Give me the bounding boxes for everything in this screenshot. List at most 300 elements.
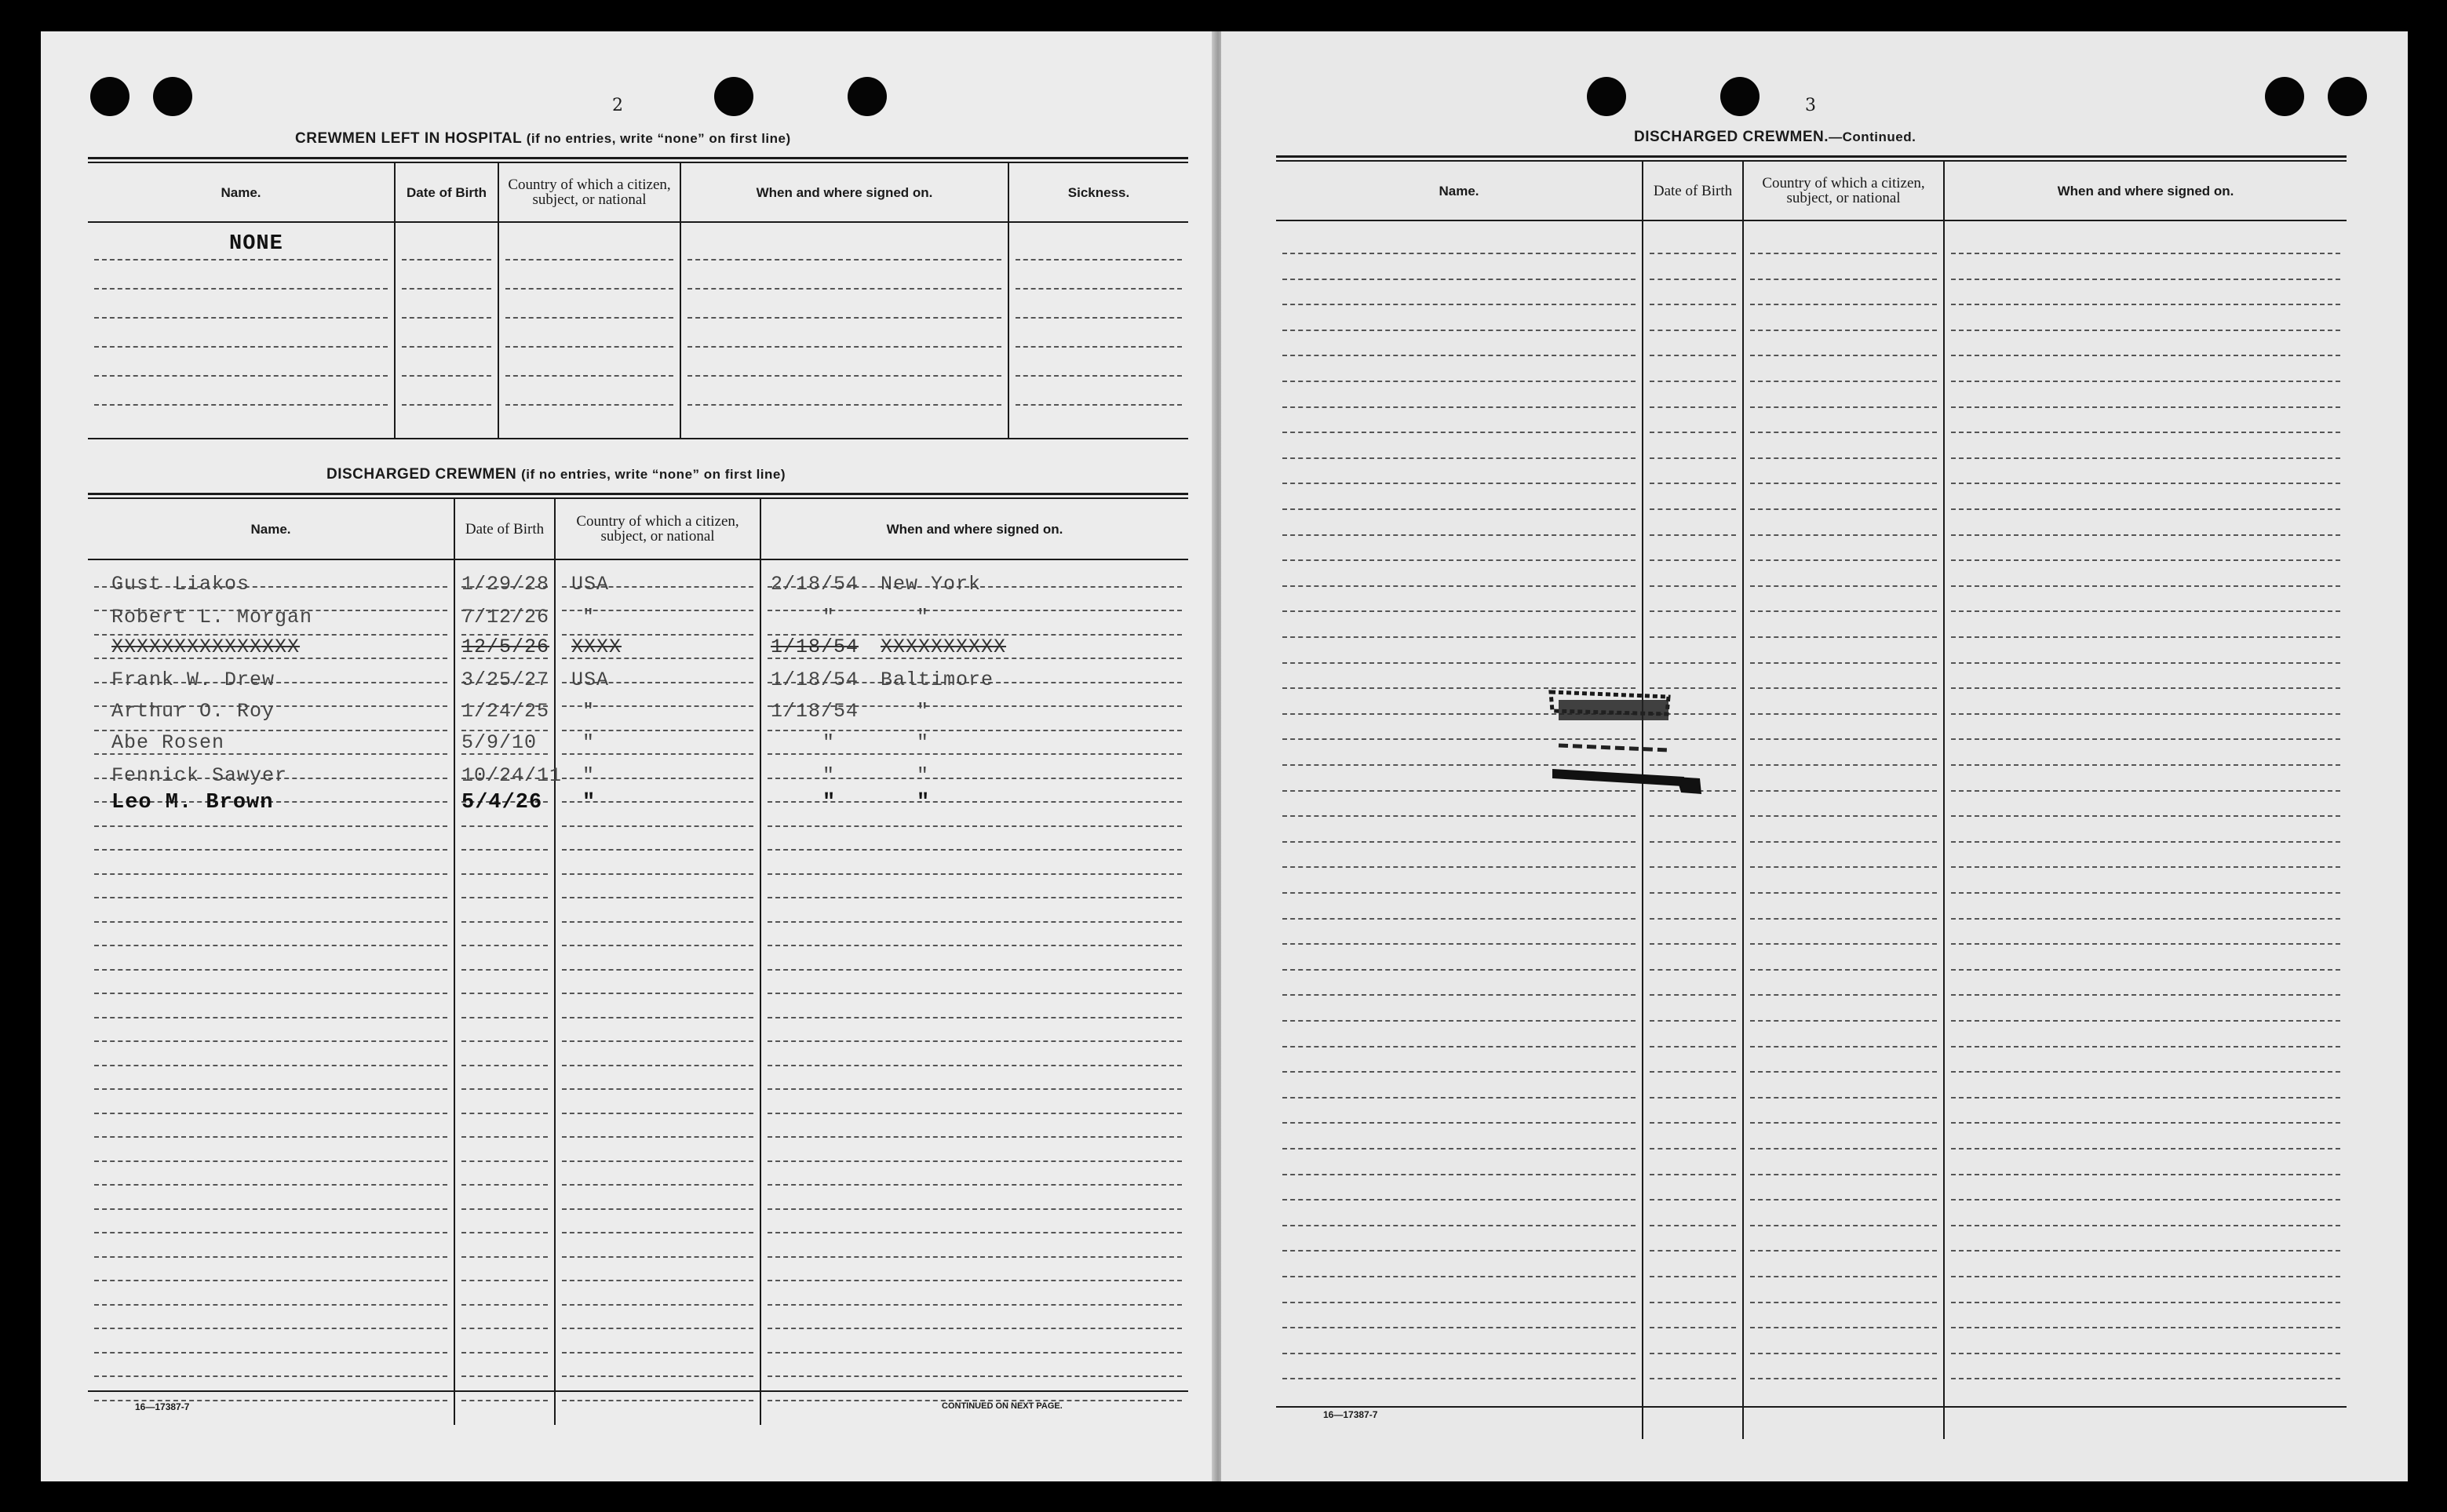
table-bottom-rule	[1276, 1406, 2347, 1408]
ruled-line	[1951, 1225, 2340, 1226]
ruled-line	[768, 1256, 1182, 1258]
column-header: Date of Birth	[407, 184, 487, 200]
ruled-line	[1650, 1302, 1736, 1303]
table-top-rule	[88, 493, 1188, 495]
ruled-line	[562, 1280, 753, 1281]
ruled-line	[1750, 713, 1937, 715]
ruled-line	[1650, 585, 1736, 587]
crewman-signed-place: XXXXXXXXXX	[881, 636, 1007, 658]
ruled-line	[1951, 1302, 2340, 1303]
ruled-line	[1282, 1122, 1636, 1124]
ruled-line	[1650, 994, 1736, 996]
ruled-line	[1650, 559, 1736, 561]
ruled-line	[1750, 764, 1937, 766]
ruled-line	[1650, 1148, 1736, 1149]
ruled-line	[1650, 304, 1736, 305]
crewman-country: XXXX	[571, 636, 622, 658]
ruled-line	[1750, 866, 1937, 868]
ruled-line	[1750, 918, 1937, 920]
ruled-line	[1951, 918, 2340, 920]
ruled-line	[1650, 406, 1736, 408]
crewman-signed-place: Baltimore	[881, 669, 994, 691]
ruled-line	[1951, 279, 2340, 280]
ruled-line	[1650, 279, 1736, 280]
table-top-rule	[88, 162, 1188, 163]
ruled-line	[768, 1017, 1182, 1018]
ruled-line	[1282, 1327, 1636, 1328]
ruled-line	[461, 969, 548, 971]
ruled-line	[94, 1280, 447, 1281]
ruled-line	[1951, 1250, 2340, 1251]
ruled-line	[1951, 1020, 2340, 1022]
crewman-dob: 3/25/27	[461, 669, 550, 691]
ruled-line	[562, 1160, 753, 1162]
ruled-line	[562, 1232, 753, 1233]
ruled-line	[1750, 1302, 1937, 1303]
table-top-rule	[1276, 155, 2347, 158]
ruled-line	[1282, 1378, 1636, 1379]
ruled-line	[1282, 330, 1636, 331]
crewman-name: Frank W. Drew	[111, 669, 275, 691]
ruled-line	[1282, 253, 1636, 254]
column-header: Sickness.	[1067, 184, 1130, 200]
ruled-line	[562, 1065, 753, 1066]
continued-note: CONTINUED ON NEXT PAGE.	[942, 1401, 1063, 1411]
ruled-line	[562, 1256, 753, 1258]
ruled-line	[461, 1184, 548, 1186]
punch-hole-icon	[2328, 77, 2367, 116]
crewman-signed-date: "	[822, 731, 836, 754]
hospital-section-title	[295, 130, 791, 148]
ruled-line	[1650, 483, 1736, 484]
ruled-line	[461, 1208, 548, 1210]
ruled-line	[687, 317, 1001, 319]
column-header: Name.	[221, 184, 261, 200]
ruled-line	[768, 1280, 1182, 1281]
ruled-line	[1750, 1276, 1937, 1277]
ruled-line	[562, 1352, 753, 1354]
ruled-line	[1282, 1071, 1636, 1073]
ruled-line	[505, 404, 673, 406]
hospital-first-entry: NONE	[229, 232, 283, 256]
ruled-line	[461, 993, 548, 994]
ruled-line	[461, 1400, 548, 1401]
header-rule	[88, 559, 1188, 560]
discharged-title-text: DISCHARGED CREWMEN	[326, 466, 517, 483]
ruled-line	[1282, 610, 1636, 612]
ruled-line	[768, 1088, 1182, 1090]
ruled-line	[562, 825, 753, 827]
header-rule	[88, 221, 1188, 223]
ruled-line	[461, 945, 548, 946]
ruled-line	[94, 1232, 447, 1233]
ruled-line	[1750, 304, 1937, 305]
ruled-line	[505, 346, 673, 348]
ruled-line	[94, 1113, 447, 1114]
punch-hole-icon	[714, 77, 753, 116]
ruled-line	[1951, 355, 2340, 356]
crewman-name: Gust Liakos	[111, 573, 250, 596]
column-divider	[760, 497, 761, 1425]
ruled-line	[1282, 866, 1636, 868]
ruled-line	[1750, 1148, 1937, 1149]
crewman-dob: 1/24/25	[461, 700, 550, 723]
ruled-line	[94, 1184, 447, 1186]
ruled-line	[1951, 457, 2340, 459]
crewman-name: Fennick Sawyer	[111, 764, 288, 787]
ruled-line	[461, 1375, 548, 1377]
ruled-line	[1750, 508, 1937, 510]
ruled-line	[94, 945, 447, 946]
ruled-line	[1016, 404, 1182, 406]
ruled-line	[505, 317, 673, 319]
ruled-line	[562, 1088, 753, 1090]
ruled-line	[94, 825, 447, 827]
ruled-line	[1282, 508, 1636, 510]
ruled-line	[768, 1065, 1182, 1066]
page-number: 3	[1805, 96, 1816, 115]
ruled-line	[1750, 432, 1937, 433]
ruled-line	[1282, 1097, 1636, 1098]
ruled-line	[1951, 1174, 2340, 1175]
ruled-line	[1282, 381, 1636, 382]
ruled-line	[562, 945, 753, 946]
ruled-line	[461, 1040, 548, 1042]
ruled-line	[1951, 943, 2340, 945]
ruled-line	[461, 921, 548, 923]
ruled-line	[1282, 1302, 1636, 1303]
ruled-line	[1951, 406, 2340, 408]
ruled-line	[1282, 559, 1636, 561]
ruled-line	[768, 897, 1182, 898]
ruled-line	[94, 1136, 447, 1138]
ruled-line	[94, 1352, 447, 1354]
ruled-line	[461, 1280, 548, 1281]
ruled-line	[1282, 1225, 1636, 1226]
punch-hole-icon	[2265, 77, 2304, 116]
crewman-country: USA	[571, 669, 610, 691]
crewman-country: "	[582, 700, 596, 723]
ruled-line	[94, 346, 388, 348]
crewman-dob: 7/12/26	[461, 606, 550, 628]
crewman-signed-date: "	[822, 764, 836, 787]
ruled-line	[1750, 1353, 1937, 1354]
ruled-line	[1951, 432, 2340, 433]
ruled-line	[562, 873, 753, 875]
ruled-line	[1951, 381, 2340, 382]
column-header: Date of Birth	[465, 520, 545, 537]
ruled-line	[1282, 1046, 1636, 1047]
ruled-line	[1282, 304, 1636, 305]
ruled-line	[1282, 1174, 1636, 1175]
ruled-line	[94, 993, 447, 994]
ruled-line	[1750, 1122, 1937, 1124]
crewman-dob: 10/24/11	[461, 764, 563, 787]
ruled-line	[1750, 815, 1937, 817]
crewman-signed-place: "	[917, 700, 930, 723]
table-top-rule	[88, 157, 1188, 159]
ruled-line	[1650, 1276, 1736, 1277]
crewman-country: USA	[571, 573, 610, 596]
page-number: 2	[612, 96, 623, 115]
ruled-line	[1750, 610, 1937, 612]
ruled-line	[1750, 534, 1937, 536]
ruled-line	[1650, 508, 1736, 510]
ruled-line	[402, 288, 491, 290]
ruled-line	[402, 375, 491, 377]
ruled-line	[1016, 259, 1182, 261]
crewman-name: Abe Rosen	[111, 731, 225, 754]
ruled-line	[1750, 1327, 1937, 1328]
column-header: When and where signed on.	[2057, 183, 2234, 199]
ruled-line	[1650, 1020, 1736, 1022]
ruled-line	[1750, 969, 1937, 971]
ruled-line	[461, 1352, 548, 1354]
ruled-line	[94, 1256, 447, 1258]
ruled-line	[562, 1400, 753, 1401]
ruled-line	[1016, 346, 1182, 348]
ruled-line	[1650, 1225, 1736, 1226]
ruled-line	[687, 375, 1001, 377]
ruled-line	[1650, 1250, 1736, 1251]
ruled-line	[1650, 636, 1736, 638]
ruled-line	[94, 404, 388, 406]
ruled-line	[687, 259, 1001, 261]
ruled-line	[768, 1040, 1182, 1042]
crewman-name: Robert L. Morgan	[111, 606, 313, 628]
ruled-line	[1750, 1225, 1937, 1226]
table-top-rule	[1276, 160, 2347, 162]
ruled-line	[1951, 764, 2340, 766]
ruled-line	[562, 1040, 753, 1042]
ruled-line	[1750, 994, 1937, 996]
ruled-line	[1650, 253, 1736, 254]
ruled-line	[1750, 330, 1937, 331]
discharged-instruction: (if no entries, write “none” on first line)	[521, 467, 786, 482]
ruled-line	[1282, 943, 1636, 945]
crewman-country: "	[582, 731, 596, 754]
crewman-name: XXXXXXXXXXXXXXX	[111, 636, 301, 658]
continued-suffix: —Continued.	[1829, 129, 1916, 144]
ruled-line	[94, 375, 388, 377]
ruled-line	[1282, 534, 1636, 536]
ruled-line	[562, 1017, 753, 1018]
ruled-line	[1282, 636, 1636, 638]
ruled-line	[1650, 534, 1736, 536]
ruled-line	[1750, 279, 1937, 280]
ruled-line	[1750, 1020, 1937, 1022]
ruled-line	[94, 317, 388, 319]
ruled-line	[1951, 610, 2340, 612]
ruled-line	[562, 849, 753, 851]
discharged-continued-title-text: DISCHARGED CREWMEN.	[1634, 129, 1829, 145]
ruled-line	[94, 873, 447, 875]
crewman-signed-date: 1/18/54	[771, 700, 859, 723]
ruled-line	[94, 1375, 447, 1377]
ruled-line	[1750, 1046, 1937, 1047]
ruled-line	[1282, 585, 1636, 587]
ruled-line	[1282, 483, 1636, 484]
ruled-line	[1951, 1353, 2340, 1354]
ruled-line	[768, 1375, 1182, 1377]
ruled-line	[402, 346, 491, 348]
ruled-line	[1951, 841, 2340, 843]
crewman-signed-place: "	[917, 791, 931, 814]
ruled-line	[1951, 253, 2340, 254]
crewman-country: "	[582, 791, 596, 814]
header-rule	[1276, 220, 2347, 221]
ruled-line	[1750, 406, 1937, 408]
ruled-line	[1750, 1174, 1937, 1175]
ruled-line	[461, 1065, 548, 1066]
ruled-line	[768, 825, 1182, 827]
ruled-line	[1282, 406, 1636, 408]
ruled-line	[1750, 1250, 1937, 1251]
ruled-line	[461, 849, 548, 851]
ruled-line	[1650, 841, 1736, 843]
ruled-line	[562, 1184, 753, 1186]
ruled-line	[1650, 457, 1736, 459]
ruled-line	[1650, 1174, 1736, 1175]
ruled-line	[1650, 1097, 1736, 1098]
table-bottom-rule	[88, 438, 1188, 439]
ruled-line	[461, 1017, 548, 1018]
ruled-line	[1282, 457, 1636, 459]
ruled-line	[1951, 508, 2340, 510]
ruled-line	[562, 921, 753, 923]
ruled-line	[94, 897, 447, 898]
ruled-line	[461, 1113, 548, 1114]
ruled-line	[1650, 918, 1736, 920]
ruled-line	[94, 1017, 447, 1018]
column-header: When and where signed on.	[886, 521, 1063, 537]
ruled-line	[687, 346, 1001, 348]
ruled-line	[1750, 457, 1937, 459]
ruled-line	[768, 1328, 1182, 1329]
column-divider	[554, 497, 556, 1425]
ruled-line	[1951, 1097, 2340, 1098]
crewman-signed-date: 1/18/54	[771, 669, 859, 691]
ruled-line	[768, 1136, 1182, 1138]
ruled-line	[687, 288, 1001, 290]
hospital-title-text: CREWMEN LEFT IN HOSPITAL	[295, 130, 522, 147]
ruled-line	[94, 1208, 447, 1210]
ruled-line	[94, 1065, 447, 1066]
ruled-line	[1650, 1046, 1736, 1047]
ruled-line	[1650, 892, 1736, 894]
ruled-line	[1650, 969, 1736, 971]
column-header: Date of Birth	[1653, 182, 1733, 199]
column-divider	[454, 497, 455, 1425]
ruled-line	[1951, 330, 2340, 331]
ruled-line	[1951, 662, 2340, 664]
ruled-line	[461, 1232, 548, 1233]
ruled-line	[461, 1328, 548, 1329]
crewman-signed-place: "	[917, 606, 930, 628]
crewman-signed-date: 1/18/54	[771, 636, 859, 658]
ruled-line	[1750, 1378, 1937, 1379]
ruled-line	[1951, 559, 2340, 561]
ruled-line	[1951, 738, 2340, 740]
ruled-line	[768, 1208, 1182, 1210]
ruled-line	[461, 897, 548, 898]
ruled-line	[768, 1184, 1182, 1186]
crewman-dob: 5/9/10	[461, 731, 538, 754]
ruled-line	[768, 945, 1182, 946]
column-divider	[1943, 160, 1945, 1439]
ruled-line	[461, 1136, 548, 1138]
ruled-line	[402, 404, 491, 406]
ruled-line	[1951, 815, 2340, 817]
ruled-line	[461, 873, 548, 875]
ruled-line	[94, 1328, 447, 1329]
ruled-line	[1750, 253, 1937, 254]
crewman-signed-place: "	[917, 731, 930, 754]
punch-hole-icon	[153, 77, 192, 116]
column-header: Country of which a citizen, subject, or national	[508, 177, 671, 208]
ruled-line	[1282, 892, 1636, 894]
ruled-line	[1282, 1353, 1636, 1354]
ruled-line	[1282, 994, 1636, 996]
ruled-line	[1951, 304, 2340, 305]
ruled-line	[1650, 1071, 1736, 1073]
crewman-signed-place: "	[917, 764, 930, 787]
ruled-line	[562, 1304, 753, 1306]
ruled-line	[94, 969, 447, 971]
ruled-line	[1282, 279, 1636, 280]
crewman-dob: 1/29/28	[461, 573, 550, 596]
ruled-line	[94, 849, 447, 851]
ruled-line	[1650, 943, 1736, 945]
ruled-line	[1951, 994, 2340, 996]
ruled-line	[1650, 866, 1736, 868]
crewman-name: Leo M. Brown	[111, 791, 274, 814]
ruled-line	[1650, 381, 1736, 382]
ruled-line	[562, 969, 753, 971]
column-header: Country of which a citizen, subject, or national	[1762, 175, 1925, 206]
ruled-line	[94, 1040, 447, 1042]
ruled-line	[1750, 1097, 1937, 1098]
ruled-line	[94, 1160, 447, 1162]
ruled-line	[1650, 432, 1736, 433]
ink-stamp-icon	[1535, 659, 1771, 824]
ruled-line	[1750, 943, 1937, 945]
ruled-line	[1951, 892, 2340, 894]
ruled-line	[94, 921, 447, 923]
ruled-line	[1016, 317, 1182, 319]
form-number: 16—17387-7	[135, 1401, 190, 1412]
ruled-line	[768, 873, 1182, 875]
column-header: When and where signed on.	[756, 184, 933, 200]
ruled-line	[768, 1232, 1182, 1233]
ruled-line	[562, 1136, 753, 1138]
ruled-line	[1750, 381, 1937, 382]
crewman-name: Arthur O. Roy	[111, 700, 275, 723]
ruled-line	[1282, 918, 1636, 920]
ruled-line	[1282, 969, 1636, 971]
ruled-line	[562, 993, 753, 994]
ruled-line	[562, 897, 753, 898]
crewman-signed-place: New York	[881, 573, 982, 596]
ruled-line	[1750, 585, 1937, 587]
ruled-line	[768, 1352, 1182, 1354]
ruled-line	[94, 1304, 447, 1306]
ruled-line	[1016, 288, 1182, 290]
ruled-line	[562, 1328, 753, 1329]
ruled-line	[1650, 1122, 1736, 1124]
ruled-line	[1750, 559, 1937, 561]
ruled-line	[1282, 432, 1636, 433]
